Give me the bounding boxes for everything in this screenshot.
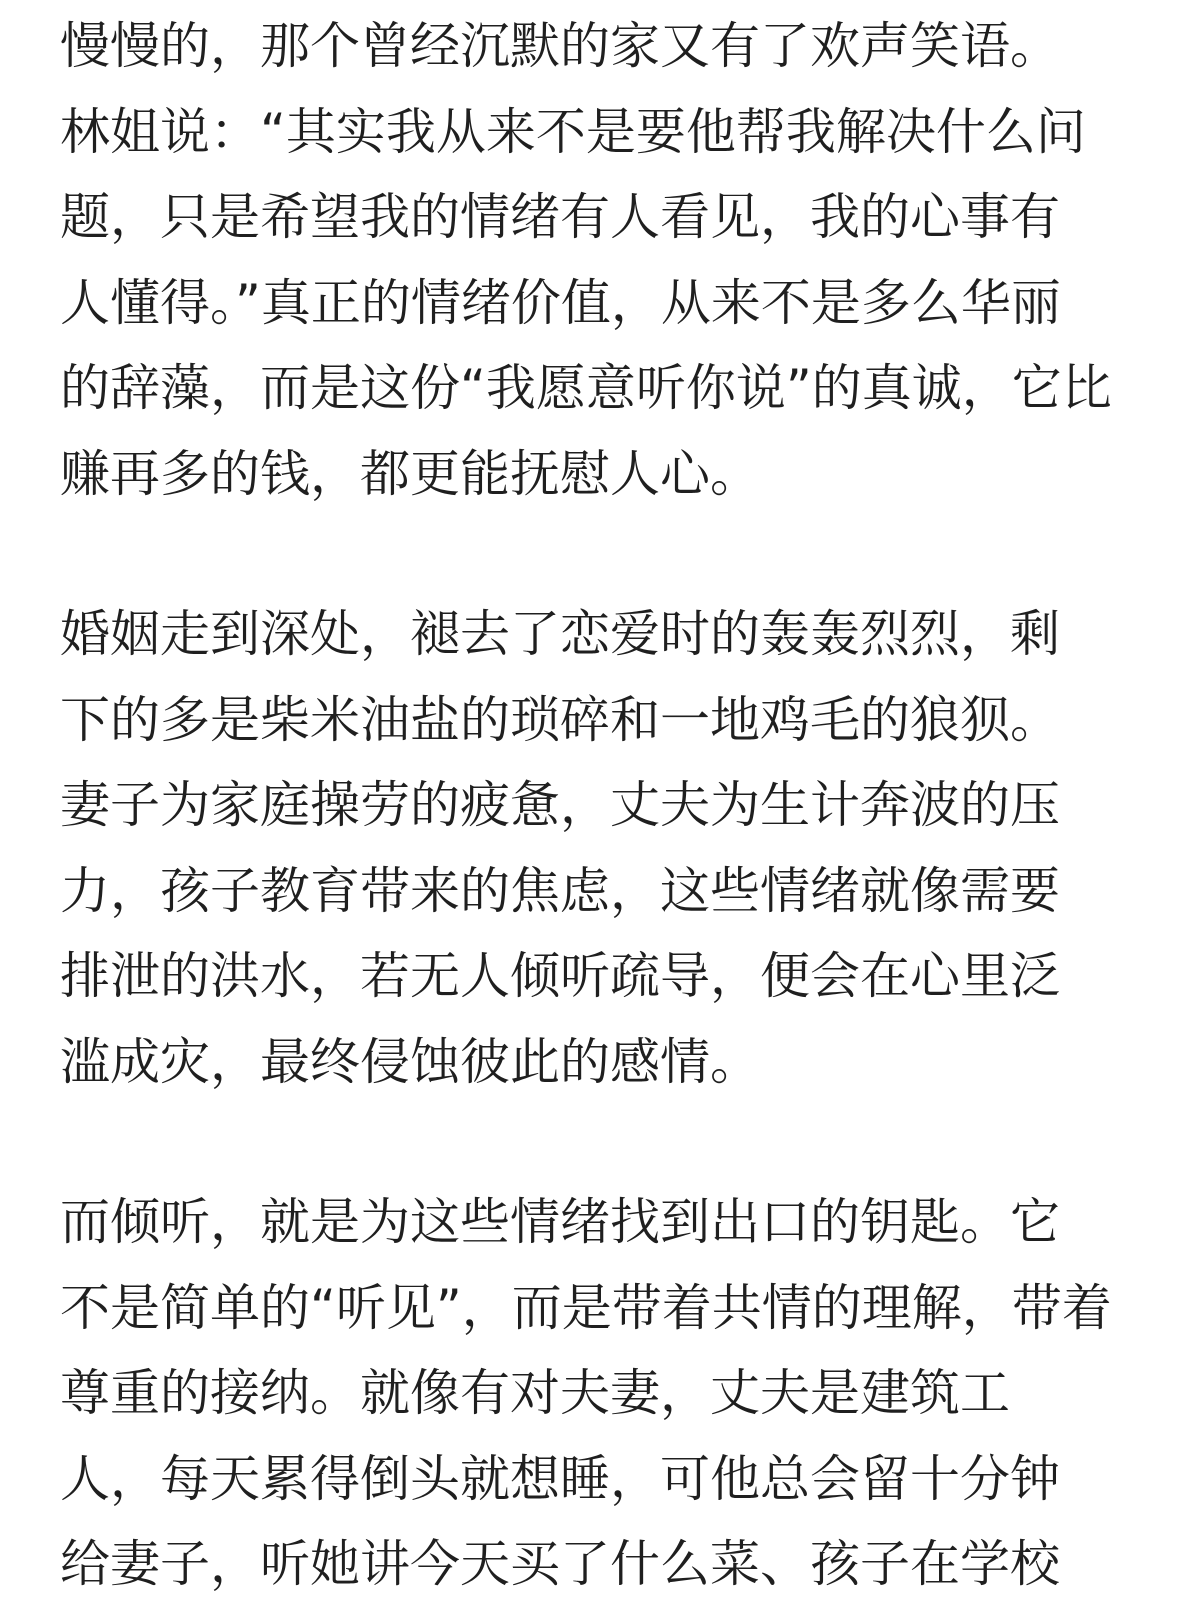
text-line: 妻子为家庭操劳的疲惫，丈夫为生计奔波的压 bbox=[60, 776, 1060, 834]
text-line: 力，孩子教育带来的焦虑，这些情绪就像需要 bbox=[60, 861, 1060, 920]
paragraph-2 bbox=[60, 592, 1100, 1105]
text-line: 下的多是柴米油盐的琐碎和一地鸡毛的狼狈。 bbox=[60, 690, 1060, 749]
text-line: 人懂得。”真正的情绪价值，从来不是多么华丽 bbox=[60, 273, 1061, 332]
text-line: 给妻子，听她讲今天买了什么菜、孩子在学校 bbox=[60, 1535, 1060, 1593]
paragraph-spacer bbox=[60, 517, 1100, 592]
text-line: 尊重的接纳。就像有对夫妻，丈夫是建筑工 bbox=[60, 1364, 1010, 1422]
article-body bbox=[60, 4, 1112, 1608]
text-line: 人，每天累得倒头就想睡，可他总会留十分钟 bbox=[60, 1449, 1060, 1508]
paragraph-spacer bbox=[60, 1105, 1100, 1180]
text-line: 赚再多的钱，都更能抚慰人心。 bbox=[60, 444, 760, 503]
text-line: 滥成灾，最终侵蚀彼此的感情。 bbox=[60, 1032, 760, 1091]
text-line: 婚姻走到深处，褪去了恋爱时的轰轰烈烈，剩 bbox=[60, 605, 1060, 663]
text-line: 排泄的洪水，若无人倾听疏导，便会在心里泛 bbox=[60, 947, 1060, 1005]
text-line: 慢慢的，那个曾经沉默的家又有了欢声笑语。 bbox=[60, 17, 1060, 75]
paragraph-1 bbox=[60, 4, 1112, 517]
text-line: 题，只是希望我的情绪有人看见，我的心事有 bbox=[60, 188, 1060, 246]
text-line: 的辞藻，而是这份“我愿意听你说”的真诚，它比 bbox=[60, 359, 1112, 417]
text-line: 不是简单的“听见”，而是带着共情的理解，带着 bbox=[60, 1278, 1112, 1337]
text-line: 而倾听，就是为这些情绪找到出口的钥匙。它 bbox=[60, 1193, 1060, 1251]
text-line: 林姐说：“其实我从来不是要他帮我解决什么问 bbox=[60, 102, 1086, 161]
paragraph-3 bbox=[60, 1180, 1112, 1608]
